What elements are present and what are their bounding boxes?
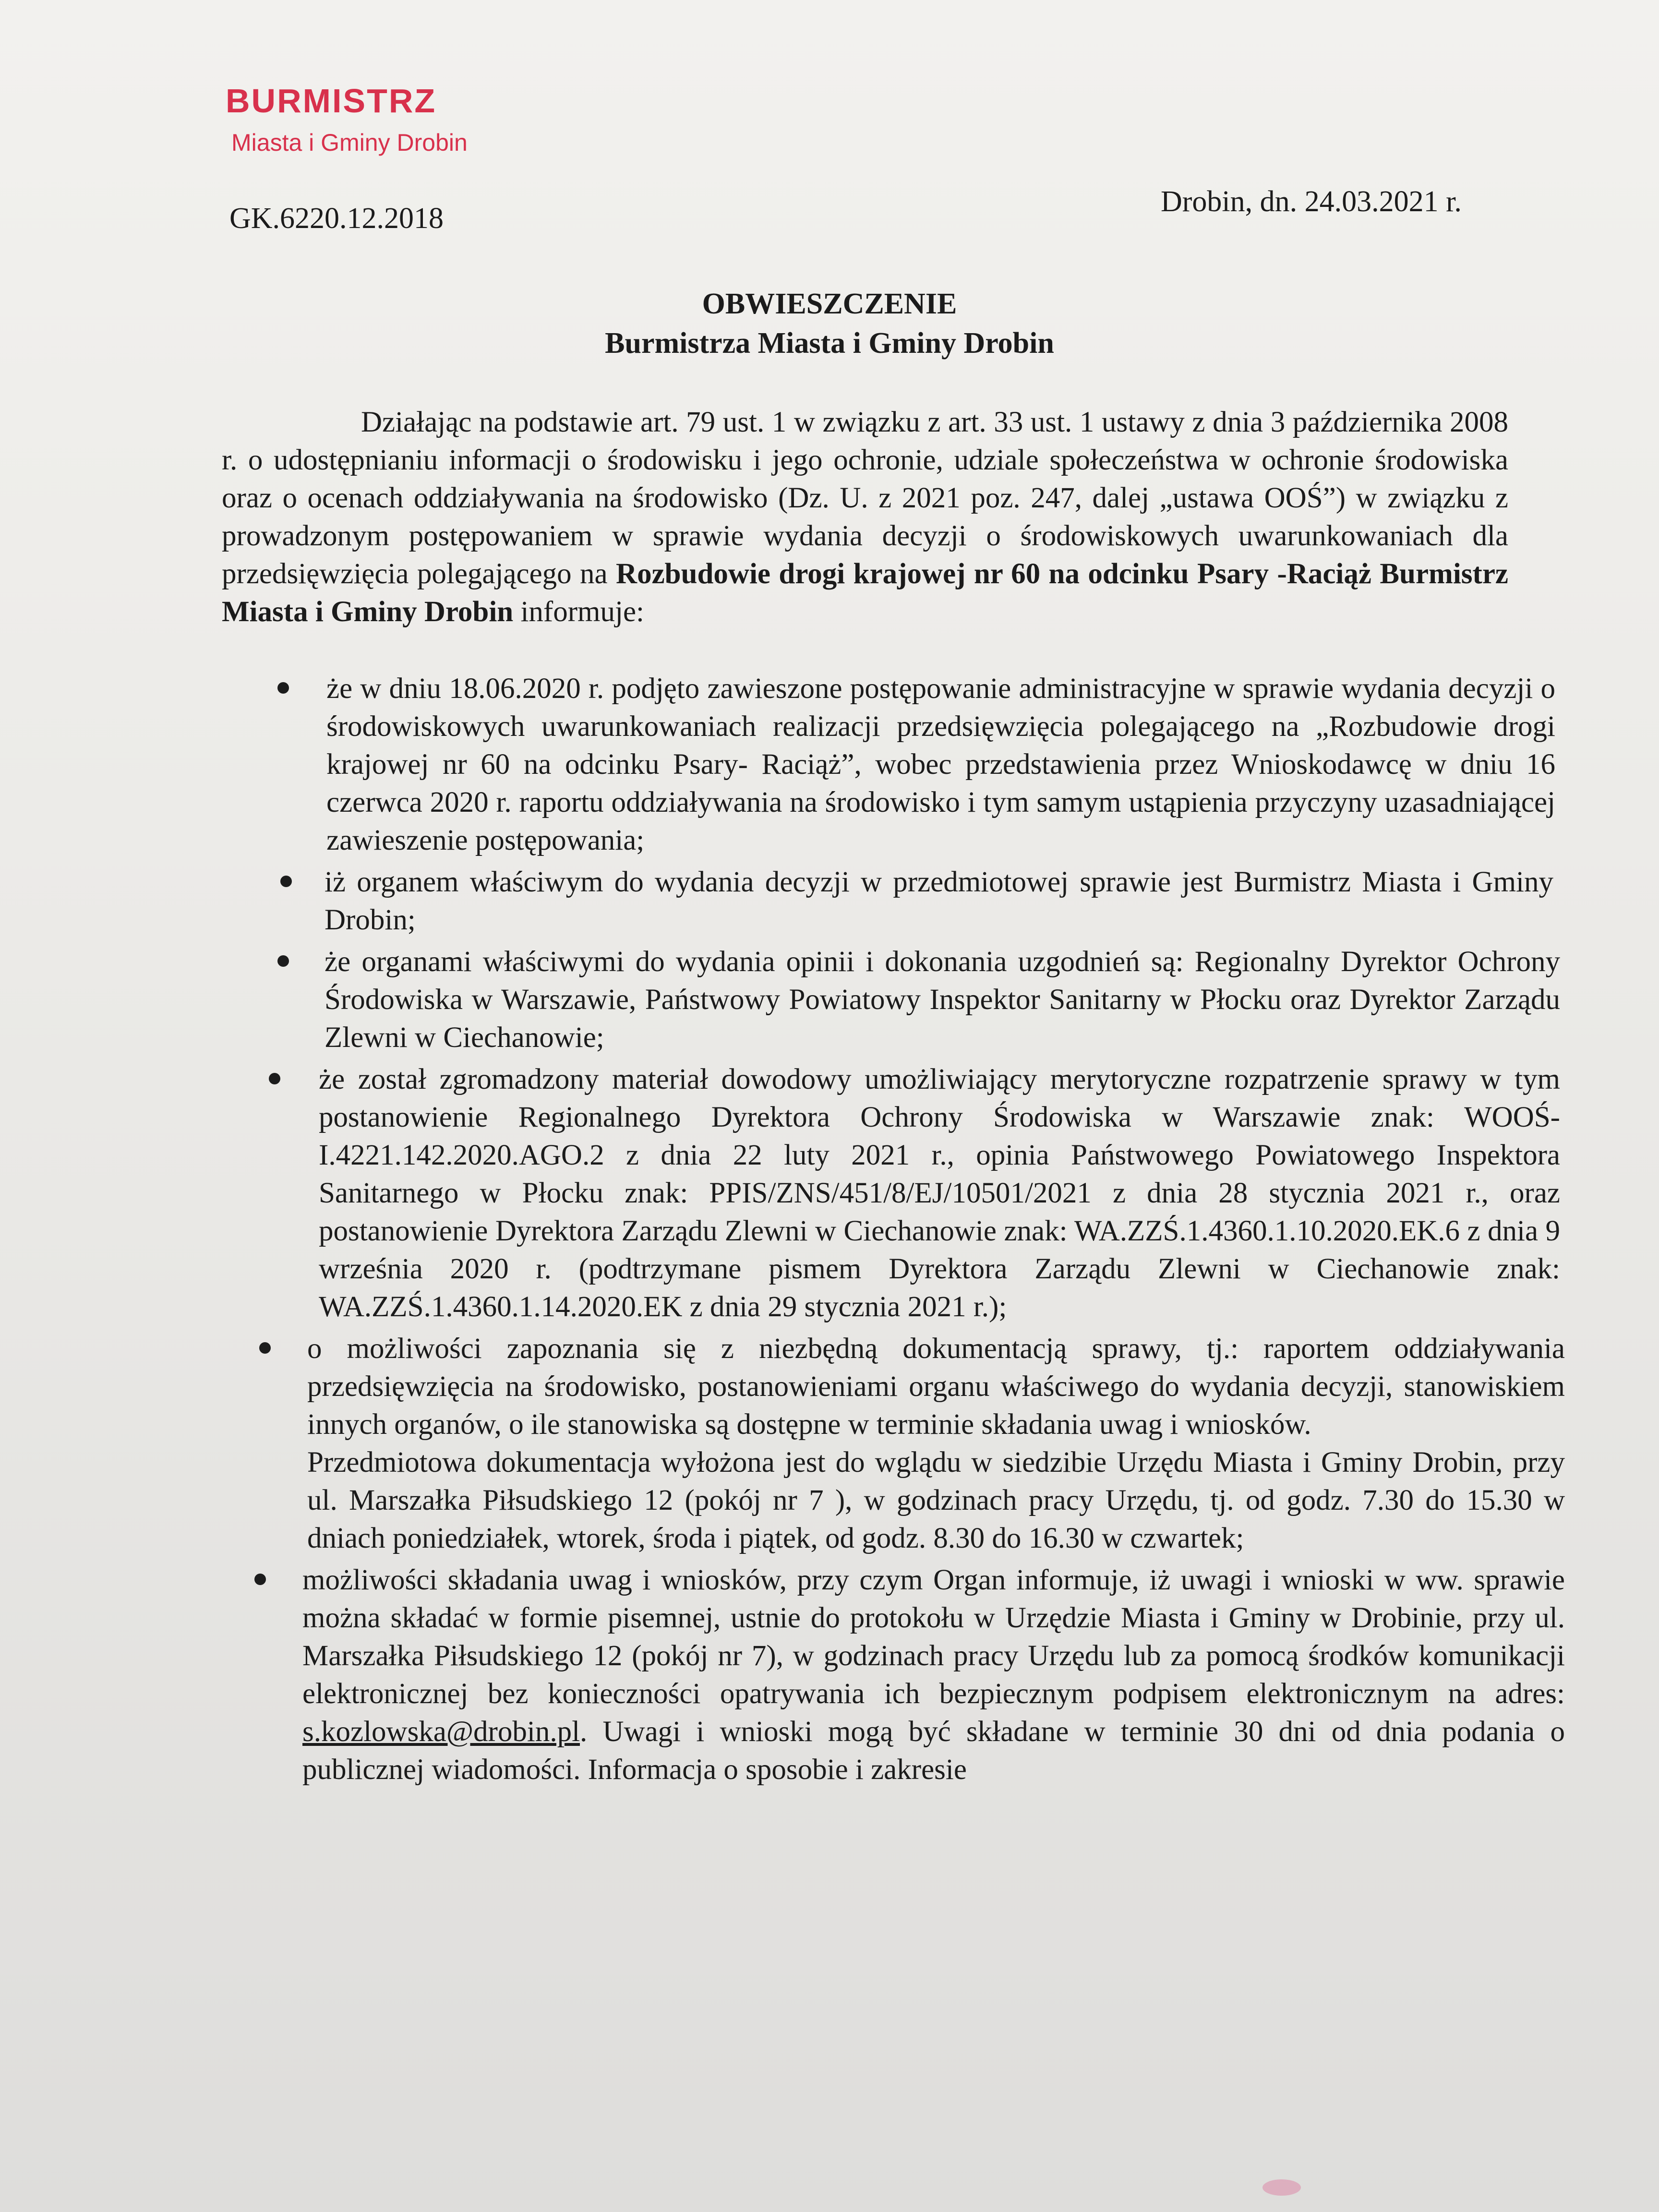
bullet-icon [277, 682, 289, 694]
list-item [216, 863, 1553, 939]
bullet-icon [259, 1342, 271, 1354]
list-item-text: możliwości składania uwag i wniosków, przy czym Organ informuje, iż uwagi i wnioski w ww. sprawie można składać w formie pisemnej, ustnie do protokołu w Urzędzie Miasta i Gminy w Drobinie, przy ul. Marszałka Piłsudskiego 12 (pokój nr 7), w godzinach pracy Urzędu lub za pomocą środków komunikacji elektronicznej bez konieczności opatrywania ich bezpiecznym podpisem elektronicznym na adres: [302, 1564, 1565, 1710]
list-item-text-end: . Uwagi i wnioski mogą być składane w terminie 30 dni od dnia podania o publicznej wiadomości. Informacja o sposobie i zakresie [302, 1716, 1565, 1786]
list-item [216, 943, 1560, 1057]
intro-text: Działając na podstawie art. 79 ust. 1 w związku z art. 33 ust. 1 ustawy z dnia 3 października 2008 r. o udostępnianiu informacji o środowisku i jego ochronie, udziale społeczeństwa w ochronie środowiska oraz o ocenach oddziaływania na środowisko (Dz. U. z 2021 poz. 247, dalej „ustawa OOŚ”) w związku z prowadzonym postępowaniem w sprawie wydania decyzji o środowiskowych uwarunkowaniach dla przedsięwzięcia polegającego na [222, 406, 1508, 590]
list-item [216, 1060, 1560, 1326]
list-item-text: że w dniu 18.06.2020 r. podjęto zawieszone postępowanie administracyjne w sprawie wydania decyzji o środowiskowych uwarunkowaniach realizacji przedsięwzięcia polegającego na „Rozbudowie drogi krajowej nr 60 na odcinku Psary- Raciąż”, wobec przedstawienia przez Wnioskodawcę w dniu 16 czerwca 2020 r. raportu oddziaływania na środowisko i tym samym ustąpienia przyczyny uzasadniającej zawieszenie postępowania; [326, 673, 1555, 856]
list-item-text: że został zgromadzony materiał dowodowy umożliwiający merytoryczne rozpatrzenie sprawy w tym postanowienie Regionalnego Dyrektora Ochrony Środowiska w Warszawie znak: WOOŚ-I.4221.142.2020.AGO.2 z dnia 22 luty 2021 r., opinia Państwowego Powiatowego Inspektora Sanitarnego w Płocku znak: PPIS/ZNS/451/8/EJ/10501/2021 z dnia 28 stycznia 2021 r., oraz postanowienie Dyrektora Zarządu Zlewni w Ciechanowie znak: WA.ZZŚ.1.4360.1.10.2020.EK.6 z dnia 9 września 2020 r. (podtrzymane pismem Dyrektora Zarządu Zlewni w Ciechanowie znak: WA.ZZŚ.1.4360.1.14.2020.EK z dnia 29 stycznia 2021 r.); [319, 1063, 1560, 1323]
bullet-icon [254, 1574, 266, 1585]
list-item-text: o możliwości zapoznania się z niezbędną dokumentacją sprawy, tj.: raportem oddziaływania przedsięwzięcia na środowisko, postanowieniami organu właściwego do wydania decyzji, stanowiskiem innych organów, o ile stanowiska są dostępne w terminie składania uwag i wniosków. [307, 1333, 1565, 1441]
document-title: OBWIESZCZENIE [702, 288, 957, 320]
intro-text-end: informuje: [513, 596, 644, 628]
list-item [216, 1330, 1565, 1557]
ink-smudge [1262, 2179, 1301, 2196]
list-item-paragraph: Przedmiotowa dokumentacja wyłożona jest do wglądu w siedzibie Urzędu Miasta i Gminy Drobin, przy ul. Marszałka Piłsudskiego 12 (pokój nr 7 ), w godzinach pracy Urzędu, tj. od godz. 7.30 do 15.30 w dniach poniedziałek, wtorek, środa i piątek, od godz. 8.30 do 16.30 w czwartek; [307, 1446, 1565, 1554]
stamp-subtitle: Miasta i Gminy Drobin [231, 129, 468, 156]
list-item-text: że organami właściwymi do wydania opinii i dokonania uzgodnień są: Regionalny Dyrektor Ochrony Środowiska w Warszawie, Państwowy Powiatowy Inspektor Sanitarny w Płocku oraz Dyrektor Zarządu Zlewni w Ciechanowie; [325, 946, 1560, 1054]
list-item [216, 670, 1555, 859]
stamp-title: BURMISTRZ [226, 82, 437, 120]
document-date: Drobin, dn. 24.03.2021 r. [1161, 185, 1462, 218]
notice-list [216, 670, 1565, 1792]
document-subtitle: Burmistrza Miasta i Gminy Drobin [605, 327, 1054, 360]
email-link[interactable]: s.kozlowska@drobin.pl [302, 1716, 580, 1748]
bullet-icon [277, 955, 289, 967]
bullet-icon [280, 876, 292, 887]
intro-bold-text: Rozbudowie drogi krajowej nr 60 na odcinku Psary -Raciąż Burmistrz Miasta i Gminy Drobin [222, 558, 1508, 628]
list-item [216, 1561, 1565, 1789]
list-item-text: iż organem właściwym do wydania decyzji w przedmiotowej sprawie jest Burmistrz Miasta i Gminy Drobin; [325, 866, 1553, 936]
bullet-icon [269, 1073, 280, 1084]
intro-paragraph [222, 403, 1508, 631]
reference-number: GK.6220.12.2018 [229, 202, 444, 235]
